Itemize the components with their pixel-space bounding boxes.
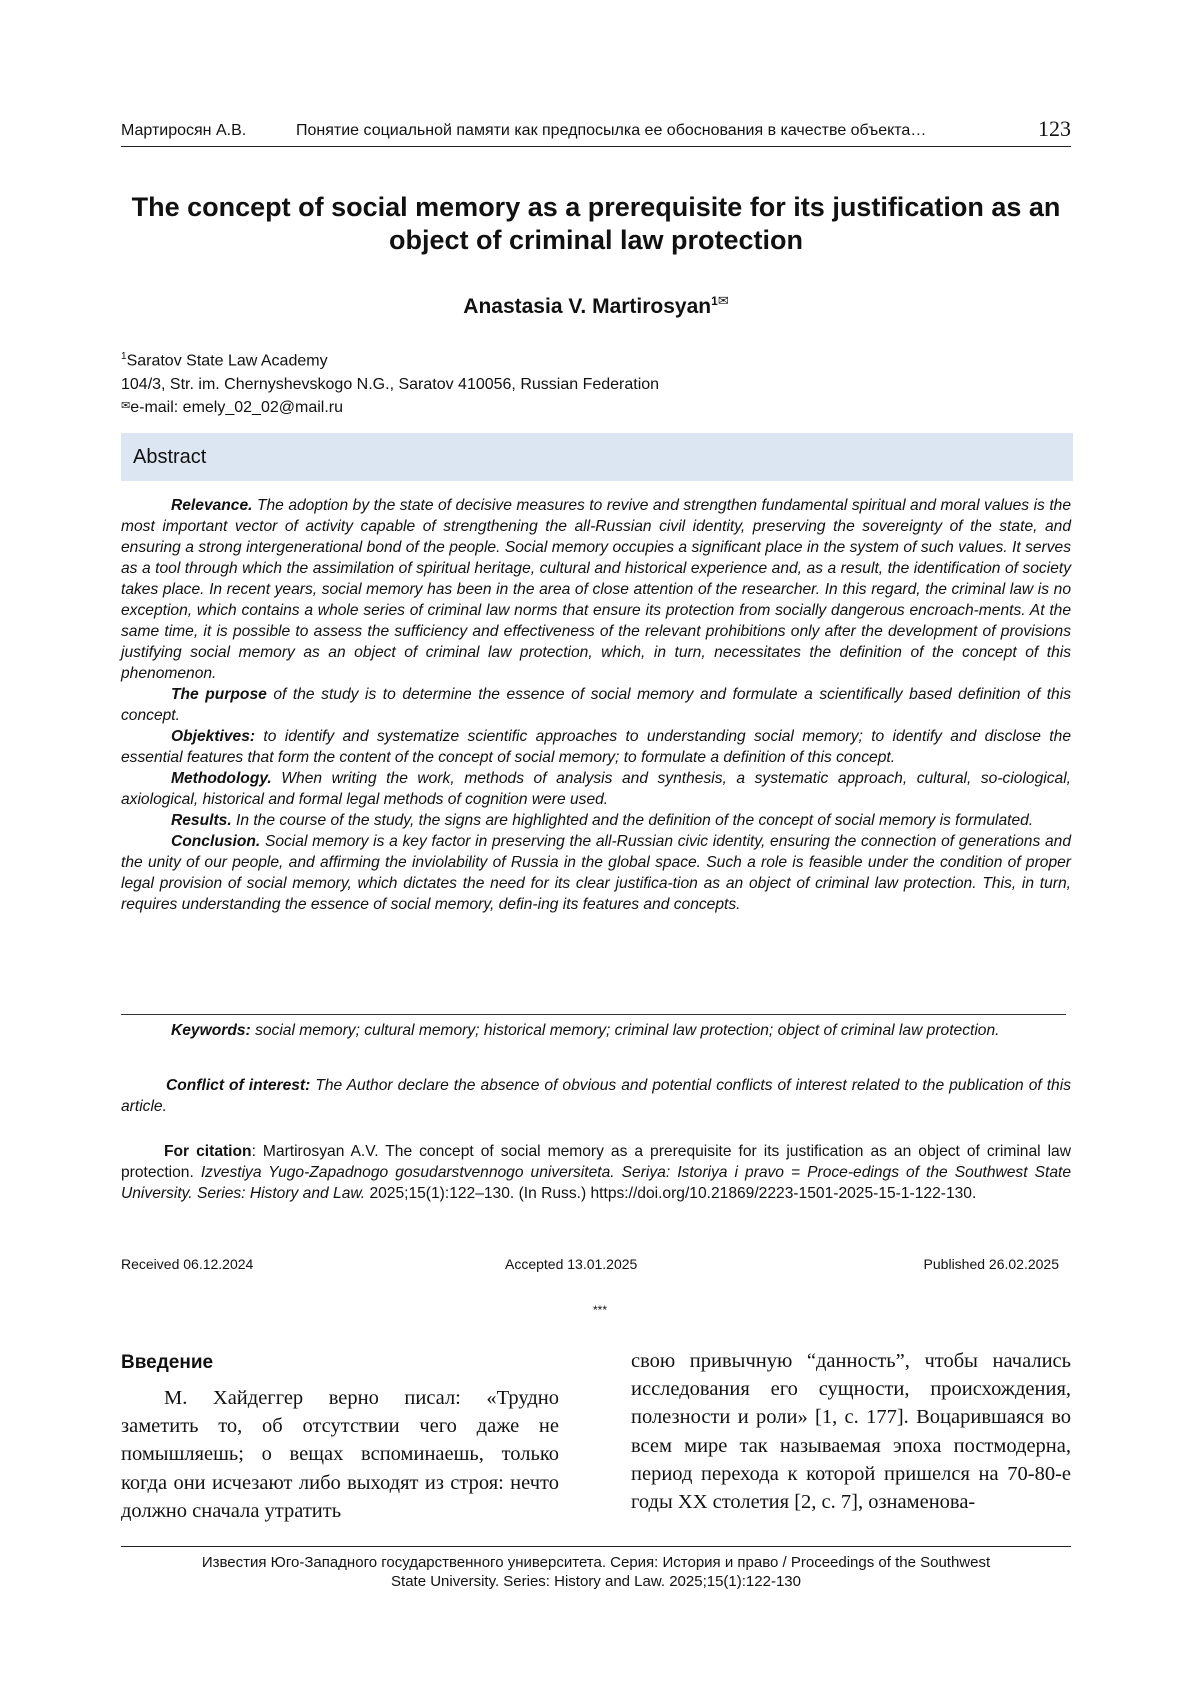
abstract-purpose (121, 684, 1071, 726)
footer-divider (121, 1546, 1071, 1547)
affiliation-address: 104/3, Str. im. Chernyshevskogo N.G., Saratov 410056, Russian Federation (121, 376, 660, 394)
abstract-conclusion (121, 831, 1071, 915)
conflict-text: The Author declare the absence of obvious and potential conflicts of interest related to the publication of this article. (121, 1077, 1071, 1115)
objectives-text: to identify and systematize scientific approaches to understanding social memory; to identify and disclose the essential features that form the content of the concept of social memory; to formulate a definition of this concept. (121, 728, 1071, 766)
keywords-text: social memory; cultural memory; historical memory; criminal law protection; object of criminal law protection. (250, 1022, 1000, 1039)
abstract-results (121, 810, 1071, 831)
dates-row (121, 1256, 1071, 1276)
conclusion-text: Social memory is a key factor in preserving the all-Russian civic identity, ensuring the connection of generations and the unity of our people, and affirming the inviolability of Russia in the global space. Such a role is feasible under the condition of proper legal provision of social memory, which dictates the need for its clear justifica-tion as an object of criminal law protection. This, in turn, requires understanding the essence of social memory, defin-ing its features and concepts. (121, 833, 1071, 913)
citation-label: For citation (164, 1143, 252, 1160)
header-title: Понятие социальной памяти как предпосылка ее обоснования в качестве объекта… (296, 122, 927, 139)
conclusion-label: Conclusion. (171, 833, 261, 850)
conflict-of-interest (121, 1075, 1071, 1117)
body-column-left: М. Хайдеггер верно писал: «Трудно заметить то, об отсутствии чего даже не помышляешь; о вещах вспоминаешь, только когда они исчезают либо выходят из строя: нечто должно сначала утратить (121, 1387, 559, 1522)
body-column-right: свою привычную “данность”, чтобы начались исследования его сущности, происхождения, полезности и роли» [1, с. 177]. Воцарившаяся во всем мире так называемая эпоха постмодерна, период перехода к которой пришелся на 70-80-е годы XX столетия [2, с. 7], ознаменова- (631, 1350, 1071, 1514)
author-line (115, 293, 1077, 319)
affiliation-sup: 1 (121, 351, 127, 362)
affiliation-org: Saratov State Law Academy (126, 352, 328, 370)
affiliation (121, 345, 659, 397)
running-header (121, 118, 1071, 147)
keywords (121, 1020, 1071, 1041)
results-label: Results. (171, 812, 232, 829)
abstract-heading: Abstract (133, 446, 207, 468)
author-name: Anastasia V. Martirosyan (463, 295, 712, 318)
relevance-label: Relevance. (171, 497, 253, 514)
received-date: Received 06.12.2024 (121, 1256, 254, 1272)
abstract-relevance (121, 495, 1071, 684)
purpose-label: The purpose (171, 686, 267, 703)
abstract-objectives (121, 726, 1071, 768)
objectives-label: Objektives: (171, 728, 256, 745)
relevance-text: The adoption by the state of decisive measures to revive and strengthen fundamental spiritual and moral values is the most important vector of activity capable of strengthening the all-Russian civil identity, preserving the sovereignty of the state, and ensuring a strong intergenerational bond of the people. Social memory occupies a significant place in the system of such values. It serves as a tool through which the assimilation of spiritual heritage, cultural and historical experience and, as a result, the identification of society takes place. In recent years, social memory has been in the area of close attention of the researcher. In this regard, the criminal law is no exception, which contains a whole series of criminal law norms that ensure its protection from socially dangerous encroach-ments. At the same time, it is possible to assess the sufficiency and effectiveness of the relevant prohibitions only after the development of provisions justifying social memory as an object of criminal law protection, which, in turn, necessitates the definition of the concept of this phenomenon. (121, 497, 1071, 682)
citation (121, 1141, 1071, 1204)
abstract-methodology (121, 768, 1071, 810)
keywords-label: Keywords: (171, 1022, 251, 1039)
abstract-body (121, 495, 1071, 915)
conflict-label: Conflict of interest: (166, 1077, 311, 1094)
citation-text-a: : Martirosyan A.V. The concept of social memory as a prerequisite for its justification as an object of criminal law protection. (121, 1143, 1071, 1181)
envelope-icon: ✉ (717, 293, 729, 308)
email-address[interactable]: e-mail: emely_02_02@mail.ru (130, 399, 343, 416)
intro-heading: Введение (121, 1352, 214, 1373)
email-line (121, 399, 343, 417)
author-affiliation-sup: 1 (711, 294, 718, 308)
citation-text-b[interactable]: 2025;15(1):122–130. (In Russ.) https://doi.org/10.21869/2223-1501-2025-15-1-122-130. (365, 1185, 977, 1202)
methodology-text: When writing the work, methods of analysis and synthesis, a systematic approach, cultural, so-ciological, axiological, historical and formal legal methods of cognition were used. (121, 770, 1071, 808)
accepted-date: Accepted 13.01.2025 (505, 1256, 638, 1272)
header-author: Мартиросян А.В. (121, 122, 247, 139)
section-separator: *** (592, 1303, 607, 1317)
abstract-bar (121, 433, 1073, 481)
citation-journal: Izvestiya Yugo-Zapadnogo gosudarstvennogo universiteta. Seriya: Istoriya i pravo = Proce-edings of the Southwest State University. Series: History and Law. (121, 1164, 1071, 1202)
article-title: The concept of social memory as a prerequisite for its justification as an object of criminal law protection (131, 192, 1061, 255)
results-text: In the course of the study, the signs are highlighted and the definition of the concept of social memory is formulated. (231, 812, 1034, 829)
purpose-text: of the study is to determine the essence of social memory and formulate a scientifically based definition of this concept. (121, 686, 1071, 724)
footer-line-1: Известия Юго-Западного государственного университета. Серия: История и право / Proceedings of the Southwest (201, 1554, 991, 1571)
page-number: 123 (1038, 116, 1071, 141)
methodology-label: Methodology. (171, 770, 272, 787)
journal-footer (121, 1553, 1071, 1591)
envelope-icon: ✉ (121, 400, 131, 412)
abstract-divider (121, 1014, 1066, 1015)
published-date: Published 26.02.2025 (923, 1256, 1059, 1272)
footer-line-2: State University. Series: History and Law. 2025;15(1):122-130 (391, 1573, 801, 1590)
